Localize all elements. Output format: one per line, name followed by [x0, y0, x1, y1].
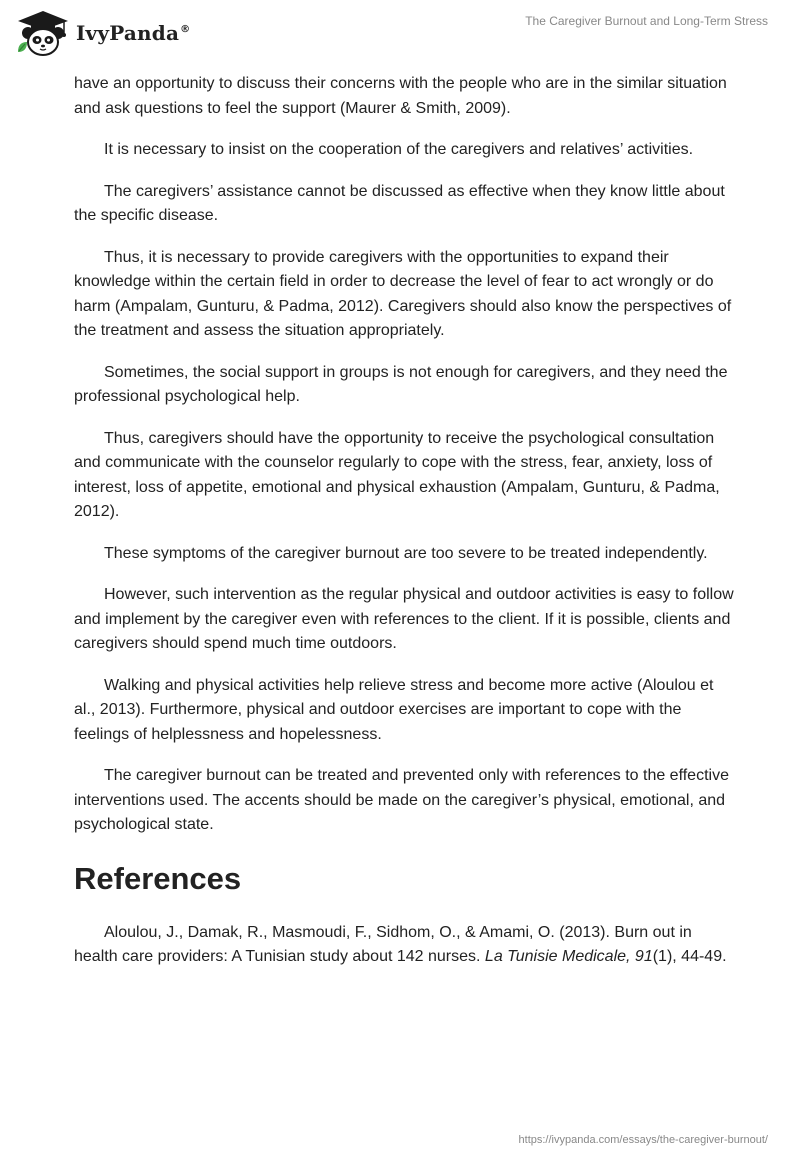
document-title: The Caregiver Burnout and Long-Term Stress — [525, 14, 768, 28]
reference-issue-pages: (1), 44-49. — [652, 948, 727, 965]
ivypanda-logo[interactable] — [14, 8, 190, 58]
page-header — [0, 0, 800, 64]
paragraph: However, such intervention as the regular physical and outdoor activities is easy to follow and implement by the caregiver even with references to the client. If it is possible, clients and caregivers should spend much time outdoors. — [74, 586, 734, 652]
paragraph: The caregivers’ assistance cannot be discussed as effective when they know little about the specific disease. — [74, 182, 725, 224]
reference-text: Aloulou, J., Damak, R., Masmoudi, F., Sidhom, O., & Amami, O. (2013). Burn out in health care providers: A Tunisian study about 142 nurses. — [74, 923, 692, 965]
brand-name: IvyPanda® — [76, 21, 191, 45]
reference-journal: La Tunisie Medicale, 91 — [484, 948, 653, 965]
essay-body — [74, 72, 734, 970]
paragraph: Walking and physical activities help relieve stress and become more active (Aloulou et al., 2013). Furthermore, physical and outdoor exercises are important to cope with the feelings of helplessness and hopelessness. — [74, 676, 714, 743]
paragraph: These symptoms of the caregiver burnout are too severe to be treated independently. — [104, 544, 708, 562]
paragraph: The caregiver burnout can be treated and prevented only with references to the effective interventions used. The accents should be made on the caregiver’s physical, emotional, and psychological state. — [74, 767, 729, 833]
paragraph: Thus, it is necessary to provide caregivers with the opportunities to expand their knowledge within the certain field in order to decrease the level of fear to act wrongly or do harm (Ampalam, Gunturu, & Padma, 2012). Caregivers should also know the perspectives of the treatment and assess the situation appropriately. — [74, 248, 732, 339]
panda-graduate-icon — [14, 8, 72, 58]
registered-mark: ® — [180, 24, 191, 36]
references-heading: References — [74, 860, 242, 896]
paragraph: Thus, caregivers should have the opportunity to receive the psychological consultation and communicate with the counselor regularly to cope with the stress, fear, anxiety, loss of interest, loss of appetite, emotional and physical exhaustion (Ampalam, Gunturu, & Padma, 2012). — [74, 429, 720, 520]
paragraph: It is necessary to insist on the cooperation of the caregivers and relatives’ activities. — [104, 141, 694, 158]
paragraph: have an opportunity to discuss their concerns with the people who are in the similar situation and ask questions to feel the support (Maurer & Smith, 2009). — [74, 75, 727, 117]
reference-entry — [74, 921, 734, 970]
source-url[interactable]: https://ivypanda.com/essays/the-caregiver-burnout/ — [518, 1134, 768, 1146]
paragraph: Sometimes, the social support in groups is not enough for caregivers, and they need the professional psychological help. — [74, 363, 728, 405]
